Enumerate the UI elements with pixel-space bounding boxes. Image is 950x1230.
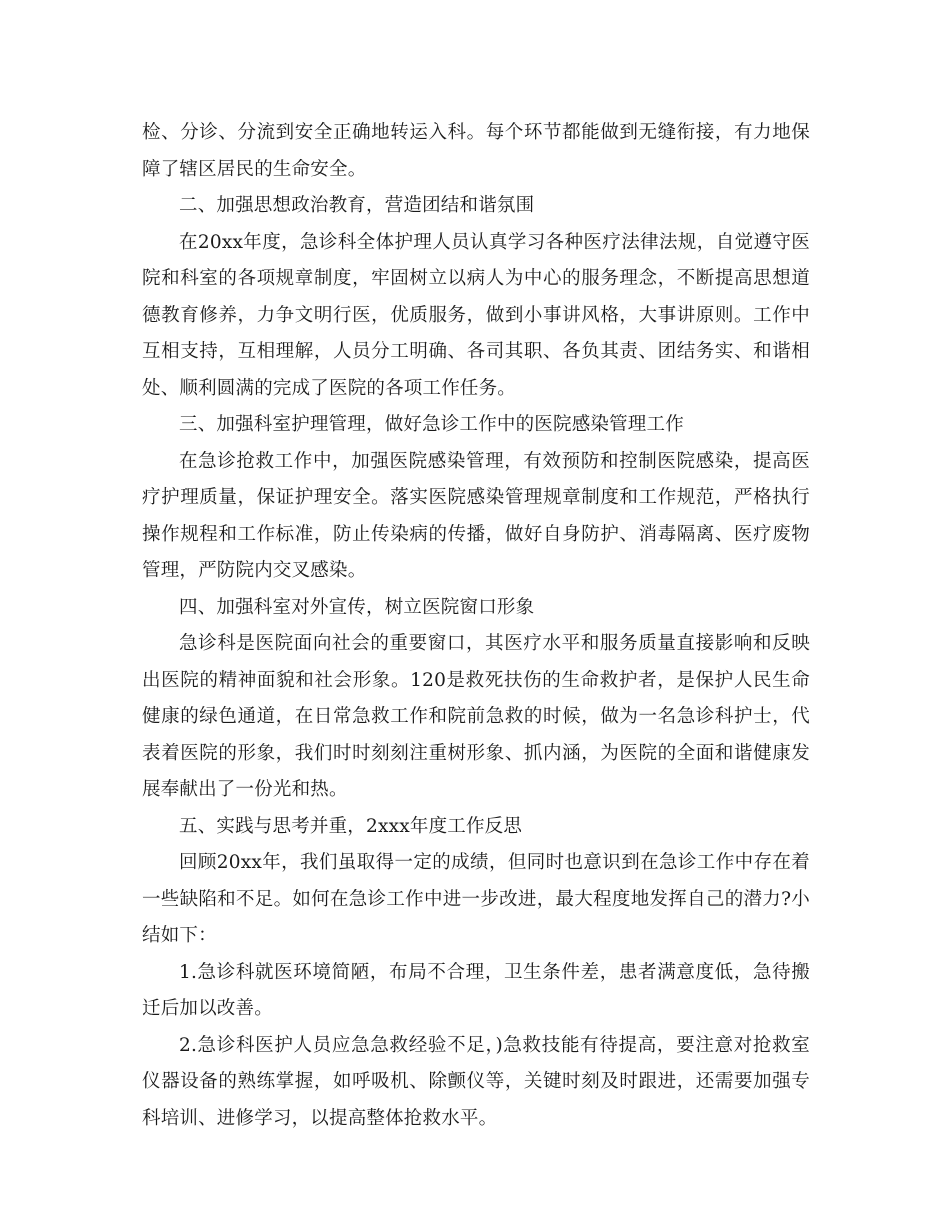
list-item-2: 2.急诊科医护人员应急急救经验不足，)急救技能有待提高，要注意对抢救室仪器设备的熟练掌握，如呼吸机、除颤仪等，关键时刻及时跟进，还需要加强专科培训、进修学习，以提高整体抢救水平。 [142, 1034, 810, 1129]
document-body [142, 115, 810, 1137]
paragraph-continuation: 检、分诊、分流到安全正确地转运入科。每个环节都能做到无缝衔接，有力地保障了辖区居民的生命安全。 [142, 122, 810, 180]
list-item-1: 1.急诊科就医环境简陋，布局不合理，卫生条件差，患者满意度低，急待搬迁后加以改善。 [142, 961, 810, 1019]
paragraph-section-2: 在20xx年度，急诊科全体护理人员认真学习各种医疗法律法规，自觉遵守医院和科室的各项规章制度，牢固树立以病人为中心的服务理念，不断提高思想道德教育修养，力争文明行医，优质服务，做到小事讲风格，大事讲原则。工作中互相支持，互相理解，人员分工明确、各司其职、各负其责、团结务实、和谐相处、顺利圆满的完成了医院的各项工作任务。 [142, 231, 810, 399]
paragraph-section-5: 回顾20xx年，我们虽取得一定的成绩，但同时也意识到在急诊工作中存在着一些缺陷和不足。如何在急诊工作中进一步改进，最大程度地发挥自己的潜力?小结如下： [142, 852, 810, 946]
paragraph-section-3: 在急诊抢救工作中，加强医院感染管理，有效预防和控制医院感染，提高医疗护理质量，保证护理安全。落实医院感染管理规章制度和工作规范，严格执行操作规程和工作标准，防止传染病的传播，做好自身防护、消毒隔离、医疗废物管理，严防院内交叉感染。 [142, 450, 810, 581]
section-heading-3: 三、加强科室护理管理，做好急诊工作中的医院感染管理工作 [179, 414, 684, 435]
section-heading-5: 五、实践与思考并重，2xxx年度工作反思 [179, 815, 523, 837]
section-heading-2: 二、加强思想政治教育，营造团结和谐氛围 [179, 195, 535, 216]
paragraph-section-4: 急诊科是医院面向社会的重要窗口，其医疗水平和服务质量直接影响和反映出医院的精神面貌和社会形象。120是救死扶伤的生命救护者，是保护人民生命健康的绿色通道，在日常急救工作和院前急救的时候，做为一名急诊科护士，代表着医院的形象，我们时时刻刻注重树形象、抓内涵，为医院的全面和谐健康发展奉献出了一份光和热。 [142, 633, 810, 800]
section-heading-4: 四、加强科室对外宣传，树立医院窗口形象 [179, 596, 535, 618]
